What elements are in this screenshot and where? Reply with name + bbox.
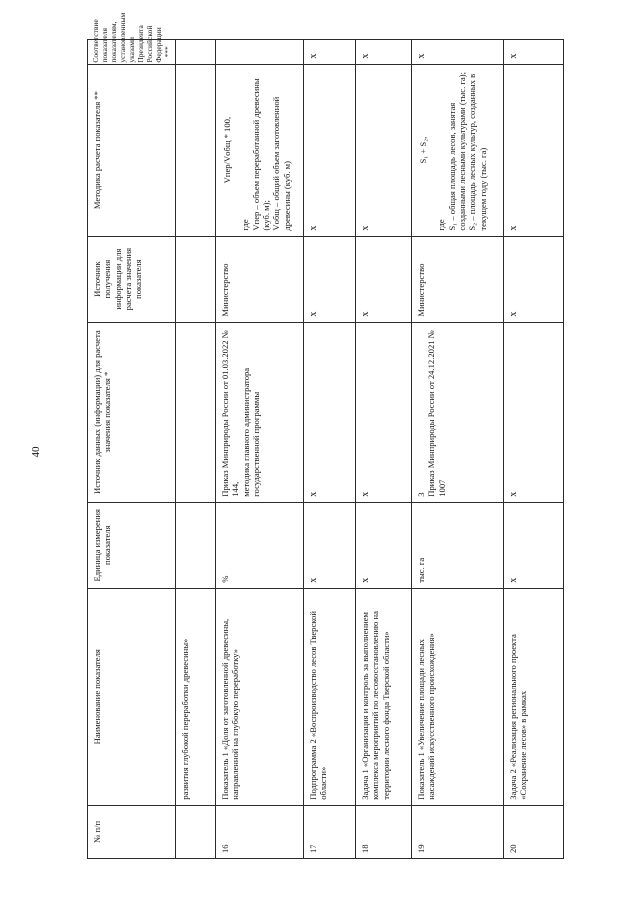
row-20-source: x <box>504 322 564 502</box>
row-18-info-source: x <box>356 236 412 322</box>
table-row <box>412 40 504 859</box>
header-compliance: Соответствие показателя показателям, установленным указами Президента Российской Федерации *** <box>88 40 176 65</box>
row-18-num: 18 <box>356 805 412 858</box>
row-16-num: 16 <box>216 805 304 858</box>
header-info-source: Источник получения информации для расчета значения показателя <box>88 236 176 322</box>
row-16-source-line-2: методика главного администратора государственной программы <box>240 367 261 497</box>
row-16-unit: % <box>216 502 304 588</box>
row-18-unit: x <box>356 502 412 588</box>
header-num: № п/п <box>88 805 176 858</box>
page-number: 40 <box>30 446 42 458</box>
row-19-compliance: x <box>412 40 504 65</box>
row-20-name: Задача 2 «Реализация регионального проекта «Сохранение лесов» в рамках <box>504 588 564 805</box>
row-18-method: x <box>356 64 412 236</box>
row-16-compliance <box>216 40 304 65</box>
row-0-name: развития глубокой переработки древесины» <box>176 588 216 805</box>
row-20-num: 20 <box>504 805 564 858</box>
row-20-compliance: x <box>504 40 564 65</box>
header-source: Источник данных (информации) для расчета значения показателя * <box>88 322 176 502</box>
row-18-name: Задача 1 «Организация и контроль за выполнением комплекса мероприятий по лесовосстановлению на территории лесного фонда Тверской области» <box>356 588 412 805</box>
header-method: Методика расчета показателя ** <box>88 64 176 236</box>
row-19-unit: тыс. га <box>412 502 504 588</box>
row-17-unit: x <box>304 502 356 588</box>
row-18-compliance: x <box>356 40 412 65</box>
row-20-method: x <box>504 64 564 236</box>
row-19-method-line-2: S₁ – общая площадь лесов, занятая созданными лесными культурами (тыс. га); <box>446 72 467 231</box>
header-unit: Единица измерения показателя <box>88 502 176 588</box>
row-19-method-line-1: где <box>436 219 447 231</box>
row-0-method <box>176 64 216 236</box>
row-17-info-source: x <box>304 236 356 322</box>
header-name: Наименование показателя <box>88 588 176 805</box>
row-17-num: 17 <box>304 805 356 858</box>
row-19-method-formula: S₁ + S₂, <box>418 136 428 164</box>
row-0-info-source <box>176 236 216 322</box>
row-17-compliance: x <box>304 40 356 65</box>
row-19-info-source: Министерство <box>412 236 504 322</box>
table-header-row <box>88 40 176 859</box>
row-16-method <box>216 64 304 236</box>
row-0-num <box>176 805 216 858</box>
row-19-name: Показатель 1 «Увеличение площади лесных насаждений искусственного происхождения» <box>412 588 504 805</box>
row-16-name: Показатель 1 «Доля от заготовленной древесины, направленной на глубокую переработку» <box>216 588 304 805</box>
row-17-source: x <box>304 322 356 502</box>
table-row <box>176 40 216 859</box>
row-19-source-line-1: 3 <box>416 492 426 497</box>
row-16-info-source: Министерство <box>216 236 304 322</box>
row-17-method: x <box>304 64 356 236</box>
indicators-table <box>87 12 564 859</box>
row-20-info-source: x <box>504 236 564 322</box>
row-18-source: x <box>356 322 412 502</box>
row-16-method-formula: Vпер/Vобщ * 100, <box>222 116 232 184</box>
table-row <box>216 40 304 859</box>
row-0-source <box>176 322 216 502</box>
row-17-name: Подпрограмма 2 «Воспроизводство лесов Тверской области» <box>304 588 356 805</box>
row-19-source-line-2: Приказ Минприроды России от 24.12.2021 № 1007 <box>426 330 447 497</box>
row-19-method-line-3: S₂ – площадь лесных культур, созданных в текущем году (тыс. га) <box>467 73 488 231</box>
row-0-unit <box>176 502 216 588</box>
row-16-method-line-2: Vпер – объем переработанной древесины (куб. м); <box>250 78 271 231</box>
row-19-method <box>412 64 504 236</box>
row-20-unit: x <box>504 502 564 588</box>
row-16-method-line-1: где <box>240 219 251 231</box>
table-row <box>356 40 412 859</box>
table-row <box>504 40 564 859</box>
rotated-table-container <box>87 12 555 859</box>
row-0-compliance <box>176 40 216 65</box>
row-19-num: 19 <box>412 805 504 858</box>
row-16-source-line-1: Приказ Минприроды России от 01.03.2022 № 144, <box>220 330 241 497</box>
row-16-source <box>216 322 304 502</box>
row-16-method-line-3: Vобщ – общий объем заготовленной древесины (куб. м) <box>271 96 292 231</box>
table-row <box>304 40 356 859</box>
row-19-source <box>412 322 504 502</box>
